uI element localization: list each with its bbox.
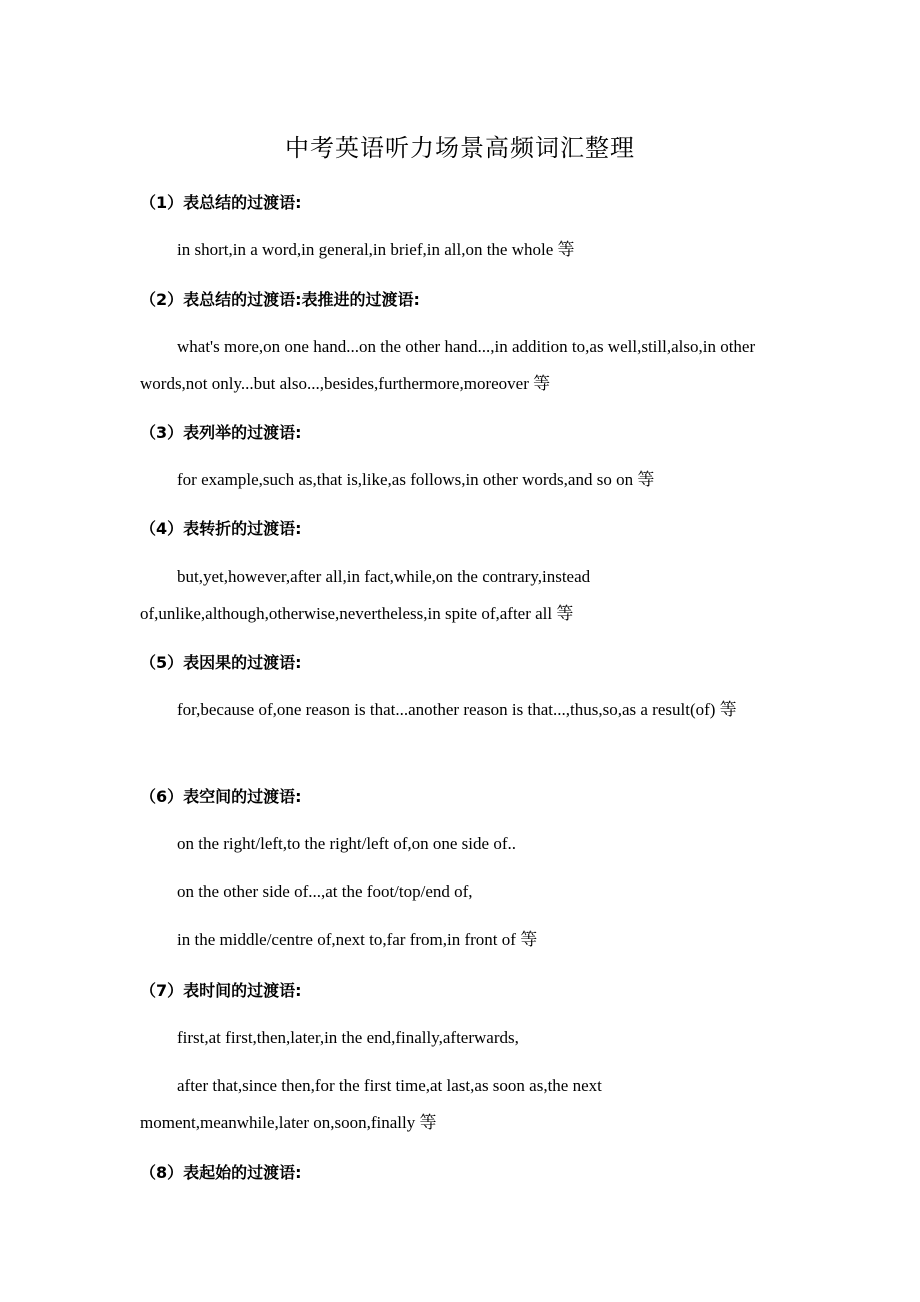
section-paragraph: what's more,on one hand...on the other hand...,in addition to,as well,still,also,in other words,not only...but also...,besides,furthermore,moreover 等 xyxy=(140,337,756,393)
section-heading-progression: （2）表总结的过渡语:表推进的过渡语: xyxy=(140,290,420,309)
section-paragraph: on the right/left,to the right/left of,on one side of.. xyxy=(177,834,516,853)
section-heading-contrast: （4）表转折的过渡语: xyxy=(140,519,302,538)
section-paragraph: for example,such as,that is,like,as follows,in other words,and so on 等 xyxy=(177,470,655,489)
section-paragraph: in short,in a word,in general,in brief,in all,on the whole 等 xyxy=(177,240,575,259)
section-paragraph: after that,since then,for the first time,at last,as soon as,the next moment,meanwhile,later on,soon,finally 等 xyxy=(140,1076,602,1132)
section-paragraph: first,at first,then,later,in the end,finally,afterwards, xyxy=(177,1028,519,1047)
section-paragraph: in the middle/centre of,next to,far from,in front of 等 xyxy=(177,930,538,949)
section-heading-space: （6）表空间的过渡语: xyxy=(140,787,302,806)
section-heading-beginning: （8）表起始的过渡语: xyxy=(140,1163,302,1182)
section-paragraph: on the other side of...,at the foot/top/end of, xyxy=(177,882,473,901)
section-paragraph: for,because of,one reason is that...another reason is that...,thus,so,as a result(of) 等 xyxy=(177,700,737,719)
section-heading-time: （7）表时间的过渡语: xyxy=(140,981,302,1000)
section-paragraph: but,yet,however,after all,in fact,while,on the contrary,instead of,unlike,although,otherwise,nevertheless,in spite of,after all 等 xyxy=(140,567,591,623)
section-heading-cause-effect: （5）表因果的过渡语: xyxy=(140,653,302,672)
section-heading-summary: （1）表总结的过渡语: xyxy=(140,193,302,212)
section-heading-enumeration: （3）表列举的过渡语: xyxy=(140,423,302,442)
page-title: 中考英语听力场景高频词汇整理 xyxy=(285,134,635,162)
